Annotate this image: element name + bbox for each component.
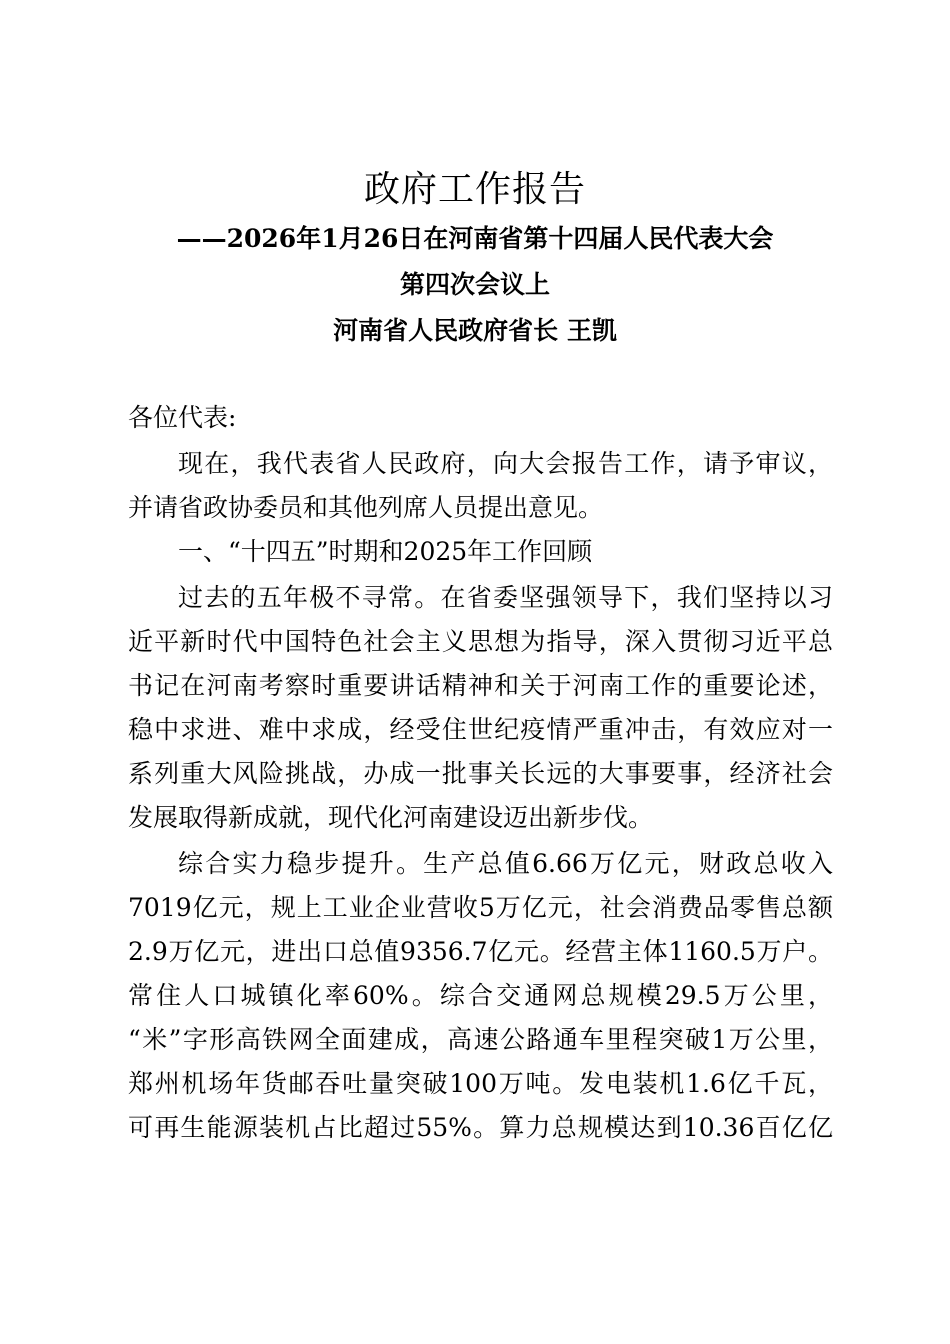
paragraph-line: 并请省政协委员和其他列席人员提出意见。 (128, 493, 604, 522)
paragraph-line: “米”字形高铁网全面建成，高速公路通车里程突破1万公里， (128, 1025, 833, 1054)
paragraph-line: 过去的五年极不寻常。在省委坚强领导下，我们坚持以习 (178, 583, 833, 612)
paragraph-line: 系列重大风险挑战，办成一批事关长远的大事要事，经济社会 (128, 759, 833, 788)
paragraph-line: 可再生能源装机占比超过55%。算力总规模达到10.36百亿亿 (128, 1113, 833, 1142)
document-title: 政府工作报告 (363, 169, 586, 210)
section-heading: 一、“十四五”时期和2025年工作回顾 (178, 537, 593, 566)
document-subtitle-date: ——2026年1月26日在河南省第十四届人民代表大会 (176, 224, 774, 253)
paragraph-line: 7019亿元，规上工业企业营收5万亿元，社会消费品零售总额 (128, 893, 833, 922)
paragraph-line: 近平新时代中国特色社会主义思想为指导，深入贯彻习近平总 (128, 627, 833, 656)
paragraph-line: 现在，我代表省人民政府，向大会报告工作，请予审议， (178, 449, 833, 478)
paragraph-line: 稳中求进、难中求成，经受住世纪疫情严重冲击，有效应对一 (128, 715, 833, 744)
paragraph-line: 郑州机场年货邮吞吐量突破100万吨。发电装机1.6亿千瓦， (128, 1069, 833, 1098)
paragraph-line: 2.9万亿元，进出口总值9356.7亿元。经营主体1160.5万户。 (128, 937, 833, 966)
paragraph-line: 综合实力稳步提升。生产总值6.66万亿元，财政总收入 (178, 849, 833, 878)
paragraph-line: 书记在河南考察时重要讲话精神和关于河南工作的重要论述， (128, 671, 833, 700)
paragraph-line: 常住人口城镇化率60%。综合交通网总规模29.5万公里， (128, 981, 833, 1010)
document-subtitle-session: 第四次会议上 (399, 270, 550, 299)
salutation: 各位代表: (128, 403, 237, 432)
paragraph-line: 发展取得新成就，现代化河南建设迈出新步伐。 (128, 803, 654, 832)
document-author: 河南省人民政府省长 王凯 (333, 316, 617, 345)
